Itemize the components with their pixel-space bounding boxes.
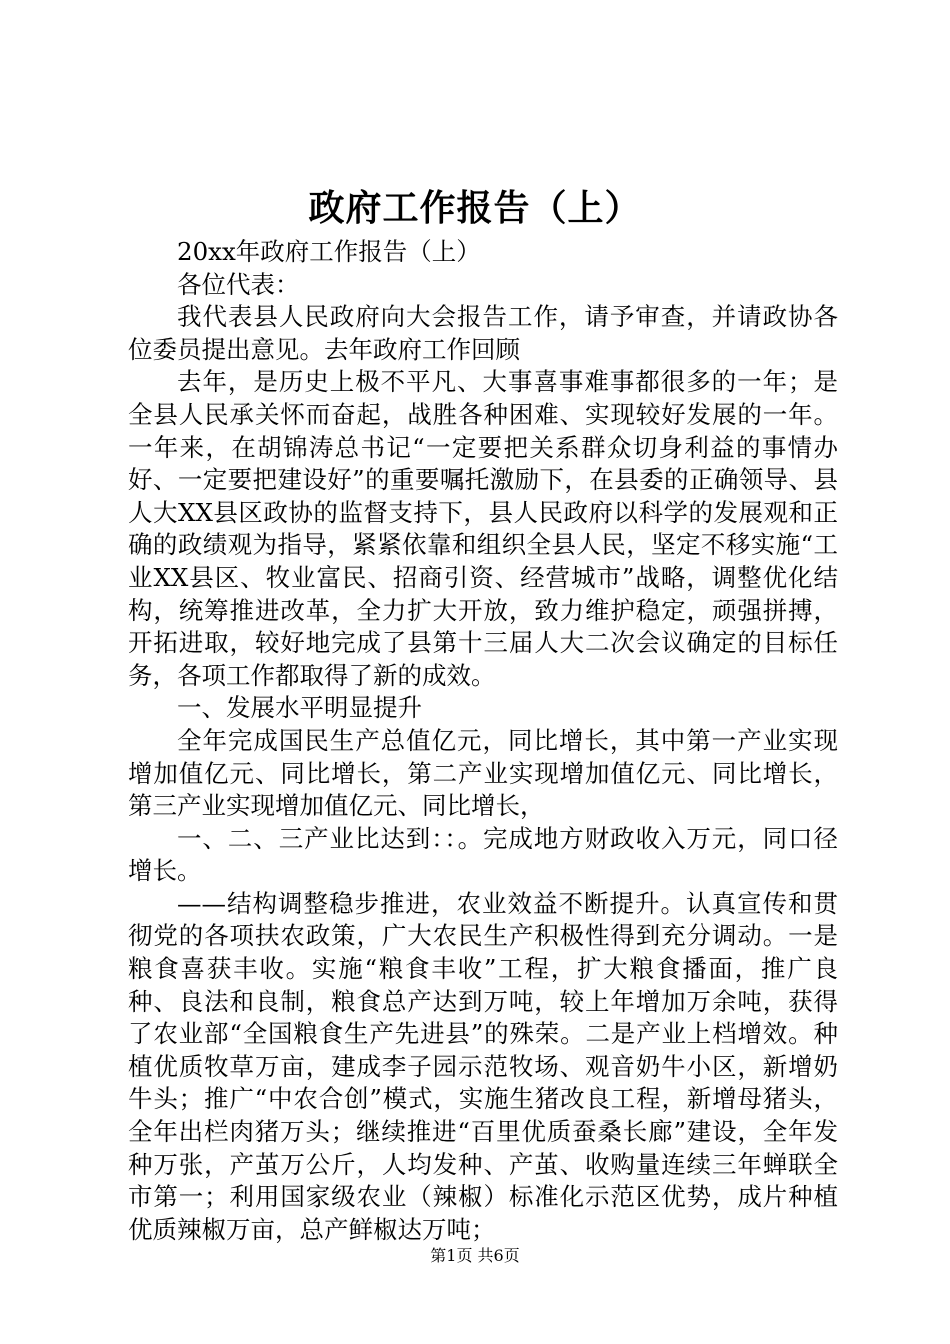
paragraph-gdp: 全年完成国民生产总值亿元，同比增长，其中第一产业实现增加值亿元、同比增长，第二产业实现增加值亿元、同比增长，第三产业实现增加值亿元、同比增长，: [128, 725, 838, 821]
section-heading-development: 一、发展水平明显提升: [177, 693, 422, 723]
document-body: [128, 236, 838, 1246]
paragraph-report-heading: 20xx年政府工作报告（上）: [177, 237, 481, 266]
document-title: 政府工作报告（上）: [308, 187, 642, 229]
page-footer: 第1页 共6页: [430, 1246, 520, 1265]
paragraph-agriculture: ——结构调整稳步推进，农业效益不断提升。认真宣传和贯彻党的各项扶农政策，广大农民生产积极性得到充分调动。一是粮食喜获丰收。实施“粮食丰收”工程，扩大粮食播面，推广良种、良法和良制，粮食总产达到万吨，较上年增加万余吨，获得了农业部“全国粮食生产先进县”的殊荣。二是产业上档增效。种植优质牧草万亩，建成李子园示范牧场、观音奶牛小区，新增奶牛头；推广“中农合创”模式，实施生猪改良工程，新增母猪头，全年出栏肉猪万头；继续推进“百里优质蚕桑长廊”建设，全年发种万张，产茧万公斤，人均发种、产茧、收购量连续三年蝉联全市第一；利用国家级农业（辣椒）标准化示范区优势，成片种植优质辣椒万亩，总产鲜椒达万吨；: [128, 888, 838, 1244]
paragraph-intro: 我代表县人民政府向大会报告工作，请予审查，并请政协各位委员提出意见。去年政府工作回顾: [128, 302, 838, 364]
paragraph-industry-ratio: 一、二、三产业比达到：：。完成地方财政收入万元，同口径增长。: [128, 823, 838, 886]
paragraph-salutation: 各位代表：: [177, 269, 300, 299]
paragraph-review: 去年，是历史上极不平凡、大事喜事难事都很多的一年；是全县人民承关怀而奋起，战胜各种困难、实现较好发展的一年。一年来，在胡锦涛总书记“一定要把关系群众切身利益的事情办好、一定要把建设好”的重要嘱托激励下，在县委的正确领导、县人大XX县区政协的监督支持下，县人民政府以科学的发展观和正确的政绩观为指导，紧紧依靠和组织全县人民，坚定不移实施“工业XX县区、牧业富民、招商引资、经营城市”战略，调整优化结构，统筹推进改革，全力扩大开放，致力维护稳定，顽强拼搏，开拓进取，较好地完成了县第十三届人大二次会议确定的目标任务，各项工作都取得了新的成效。: [128, 367, 838, 690]
